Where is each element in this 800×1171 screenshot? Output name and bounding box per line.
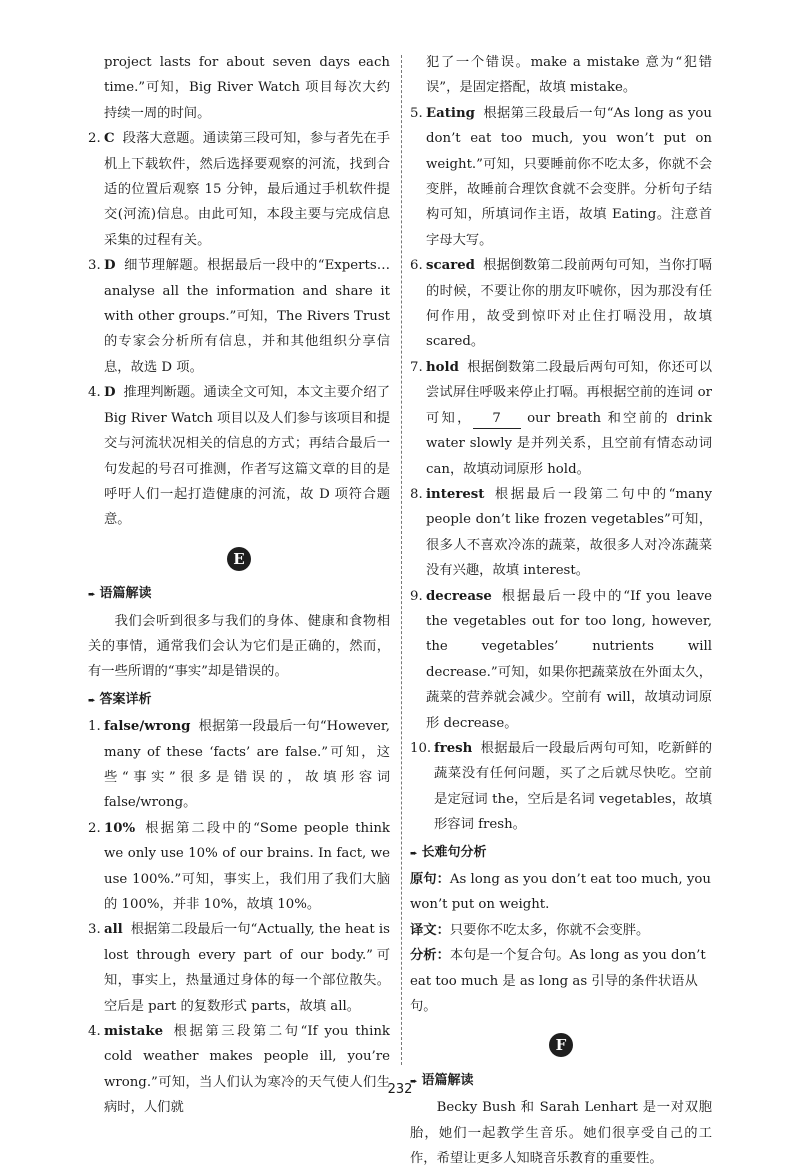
explanation: 根据倒数第二段前两句可知，当你打嗝的时候，不要让你的朋友吓唬你，因为那没有任何作用，故受到惊吓对止住打嗝没用，故填 scared。 [426, 258, 712, 350]
explanation-rest: our breath 和空前的 drink water slowly 是并列关系，且空前有情态动词 can，故填动词原形 hold。 [426, 410, 713, 477]
reading-summary: 我们会听到很多与我们的身体、健康和食物相关的事情，通常我们会认为它们是正确的，然而，有一些所谓的“事实”却是错误的。 [88, 613, 390, 680]
answer-key: fresh [434, 740, 473, 756]
item-number: 4. [88, 1024, 101, 1040]
item-number: 7. [410, 359, 423, 375]
answer-item-2 [88, 126, 390, 253]
answer-item-e7 [410, 355, 712, 482]
answer-item-e8 [410, 482, 712, 584]
blank-7: 7 [473, 410, 521, 429]
explanation: 根据倒数第二段最后两句可知，你还可以尝试屏住呼吸来停止打嗝。再根据空前的连词 or 可知， [426, 359, 712, 426]
answer-key: mistake [104, 1024, 164, 1040]
column-divider [401, 55, 402, 1065]
answer-key: all [104, 922, 123, 938]
triangle-arrow-icon: ➨ [88, 590, 96, 601]
explanation: 根据最后一段中的“If you leave the vegetables out for too long, however, the vegetables’ nutrients will decrease.”可知，如果你把蔬菜放在外面太久，蔬菜的营养就会减少。空前有 will，故填动词原形 decrease。 [426, 588, 712, 731]
answer-key: decrease [426, 588, 492, 604]
answer-key: hold [426, 359, 459, 375]
left-continued-text: project lasts for about seven days each time.”可知，Big River Watch 项目每次大约持续一周的时间。 [104, 55, 390, 121]
answer-key: scared [426, 258, 475, 274]
right-column [410, 50, 712, 1171]
item-number: 1. [88, 719, 101, 735]
item-number: 9. [410, 588, 423, 604]
answer-item-e6 [410, 253, 712, 355]
answer-item-e5 [410, 101, 712, 253]
answer-key: false/wrong [104, 719, 191, 735]
item-number: 8. [410, 486, 423, 502]
explanation: 根据第二段中的“Some people think we only use 10% of our brains. In fact, we use 100%.”可知，事实上，我们用了我们大脑的 100%，并非 10%，故填 10%。 [104, 820, 390, 912]
answer-key: D [104, 385, 116, 401]
triangle-arrow-icon: ➨ [410, 848, 418, 859]
answer-key: 10% [104, 820, 136, 836]
answer-item-e2 [88, 816, 390, 918]
answer-item-e4 [88, 1019, 390, 1121]
explanation: 根据最后一段第二句中的“many people don’t like frozen vegetables”可知，很多人不喜欢冷冻的蔬菜，故很多人对冷冻蔬菜没有兴趣，故填 interest。 [426, 486, 712, 579]
answer-key: D [104, 258, 116, 274]
answer-item-4 [88, 380, 390, 532]
item-number: 10. [410, 740, 432, 756]
section-heading-answers: ➨ 答案详析 [88, 691, 152, 707]
answer-item-e3 [88, 917, 390, 1019]
explanation: 根据最后一段最后两句可知，吃新鲜的蔬菜没有任何问题，买了之后就尽快吃。空前是定冠词 the，空后是名词 vegetables，故填形容词 fresh。 [434, 740, 712, 833]
passage-f-badge: F [410, 1033, 712, 1059]
answer-item-e1 [88, 714, 390, 816]
explanation: 推理判断题。通读全文可知，本文主要介绍了 Big River Watch 项目以及人们参与该项目和提交与河流状况相关的信息的方式；再结合最后一句发起的号召可推测，作者写这篇文章的目的是呼吁人们一起打造健康的河流，故 D 项符合题意。 [104, 385, 390, 528]
item-number: 2. [88, 131, 101, 147]
section-heading-long-sentence: ➨ 长难句分析 [410, 844, 487, 860]
right-continued-text: 犯了一个错误。make a mistake 意为“犯错误”，是固定搭配，故填 mistake。 [426, 55, 712, 96]
triangle-arrow-icon: ➨ [410, 1076, 418, 1087]
answer-item-e9 [410, 584, 712, 736]
explanation: 细节理解题。根据最后一段中的“Experts…analyse all the information and share it with other groups.”可知，The Rivers Trust 的专家会分析所有信息，并和其他组织分享信息，故选 D 项。 [104, 258, 390, 375]
left-column [88, 50, 390, 1121]
translation: 译文：只要你不吃太多，你就不会变胖。 [410, 922, 650, 938]
answer-key: interest [426, 486, 485, 502]
answer-key: C [104, 131, 115, 147]
answer-item-e10 [410, 736, 712, 838]
section-heading-reading-f: ➨ 语篇解读 [410, 1072, 474, 1088]
item-number: 2. [88, 820, 101, 836]
explanation: 根据第二段最后一句“Actually, the heat is lost through every part of our body.”可知，事实上，热量通过身体的每一个部位散失。空后是 part 的复数形式 parts，故填 all。 [104, 922, 390, 1014]
item-number: 4. [88, 385, 101, 401]
explanation: 根据第三段第二句“If you think cold weather makes people ill, you’re wrong.”可知，当人们认为寒冷的天气使人们生病时，人们就 [104, 1024, 390, 1116]
explanation: 段落大意题。通读第三段可知，参与者先在手机上下载软件，然后选择要观察的河流，找到合适的位置后观察 15 分钟，最后通过手机软件提交(河流)信息。由此可知，本段主要与完成信息采集的过程有关。 [104, 131, 390, 248]
passage-e-badge: E [88, 547, 390, 573]
explanation: 根据第三段最后一句“As long as you don’t eat too much, you won’t put on weight.”可知，只要睡前你不吃太多，你就不会变胖，故睡前合理饮食就不会变胖。分析句子结构可知，所填词作主语，故填 Eating。注意首字母大写。 [426, 105, 712, 248]
item-number: 3. [88, 922, 101, 938]
item-number: 5. [410, 105, 423, 121]
original-sentence: 原句：As long as you don’t eat too much, you won’t put on weight. [410, 872, 711, 913]
answer-item-3 [88, 253, 390, 380]
section-heading-reading: ➨ 语篇解读 [88, 586, 152, 602]
reading-summary-f: Becky Bush 和 Sarah Lenhart 是一对双胞胎，她们一起教学生音乐。她们很享受自己的工作，希望让更多人知晓音乐教育的重要性。 [410, 1100, 712, 1167]
triangle-arrow-icon: ➨ [88, 695, 96, 706]
item-number: 6. [410, 258, 423, 274]
item-number: 3. [88, 258, 101, 274]
page-number: 232 [387, 1082, 413, 1097]
answer-key: Eating [426, 105, 475, 121]
analysis: 分析：本句是一个复合句。As long as you don’t eat too much 是 as long as 引导的条件状语从句。 [410, 948, 706, 1015]
explanation: 根据第一段最后一句“However, many of these ‘facts’ are false.”可知，这些“事实”很多是错误的，故填形容词 false/wrong。 [104, 719, 390, 811]
